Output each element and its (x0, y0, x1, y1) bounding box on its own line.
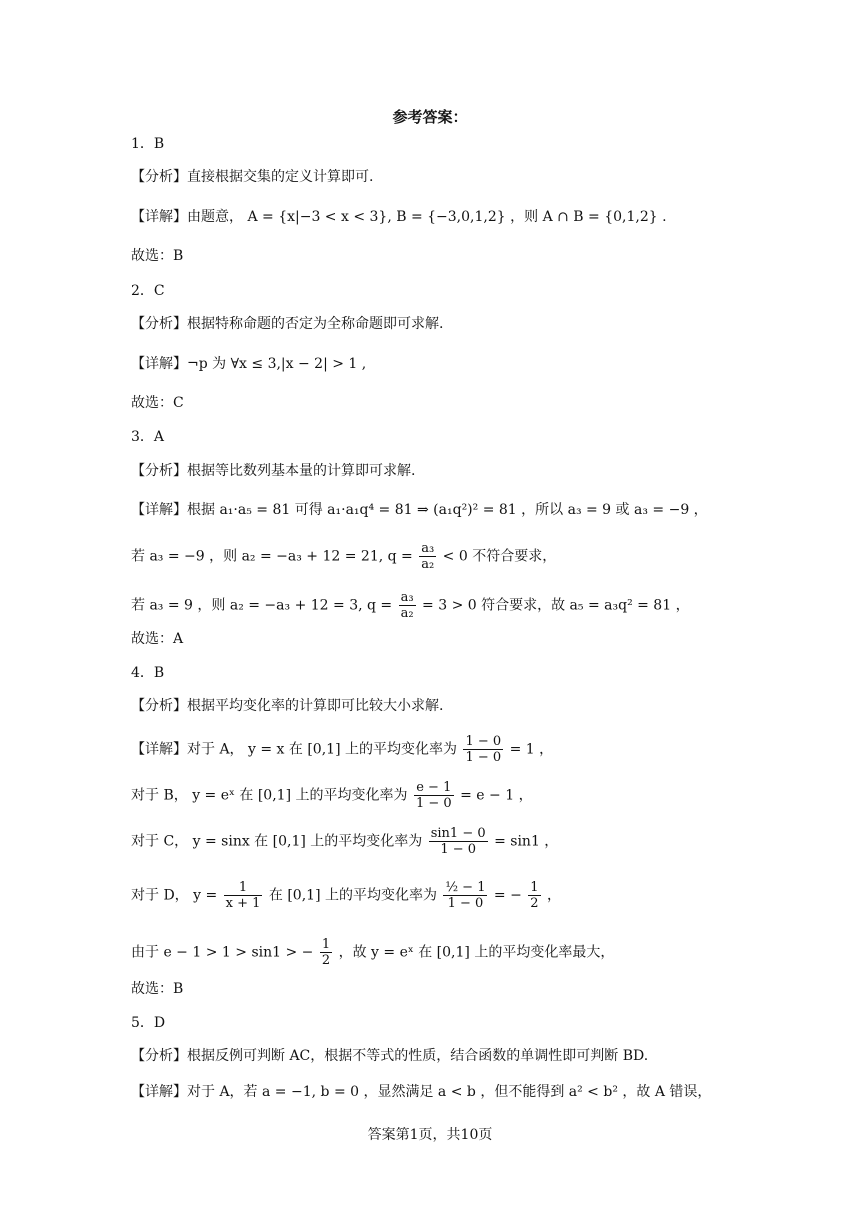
fraction-denominator: 1 − 0 (440, 842, 477, 857)
fraction-denominator: 1 − 0 (447, 896, 484, 911)
fraction-numerator: 1 (321, 937, 331, 952)
fraction-denominator: a₂ (400, 606, 414, 621)
q4-c-fraction (429, 826, 488, 857)
q4-option-b (131, 780, 533, 811)
page-title: 参考答案： (392, 108, 468, 126)
q4-b-fraction (414, 780, 454, 811)
q3-line2-fraction (419, 541, 436, 572)
q3-line2-prefix: 若 a₃ = −9 ，则 a₂ = −a₃ + 12 = 21, q = (131, 548, 413, 565)
q3-number: 3．A (131, 429, 165, 445)
q4-number: 4．B (131, 665, 165, 681)
q4-a-suffix: = 1 ， (509, 741, 554, 758)
q2-analysis: 【分析】根据特称命题的否定为全称命题即可求解. (131, 316, 444, 332)
fraction-denominator: 1 − 0 (415, 796, 452, 811)
fraction-denominator: 2 (530, 896, 539, 911)
q3-analysis: 【分析】根据等比数列基本量的计算即可求解. (131, 463, 416, 479)
q4-d-suffix: ， (547, 887, 562, 904)
q3-answer: 故选：A (131, 631, 184, 647)
q4-b-prefix: 对于 B， y = eˣ 在 [0,1] 上的平均变化率为 (131, 787, 408, 804)
fraction-numerator: 1 − 0 (465, 734, 502, 749)
q5-number: 5．D (131, 1015, 166, 1031)
fraction-numerator: e − 1 (414, 780, 454, 796)
fraction-numerator: 1 (224, 880, 263, 896)
q4-d-middle: 在 [0,1] 上的平均变化率为 (268, 887, 437, 904)
q4-cmp-suffix: ，故 y = eˣ 在 [0,1] 上的平均变化率最大， (338, 944, 615, 961)
q4-c-suffix: = sin1 ， (494, 833, 559, 850)
q1-analysis: 【分析】直接根据交集的定义计算即可. (131, 169, 374, 185)
q3-detail-line1: 【详解】根据 a₁·a₅ = 81 可得 a₁·a₁q⁴ = 81 ⇒ (a₁q²)² = 81 ，所以 a₃ = 9 或 a₃ = −9 ， (131, 502, 708, 518)
fraction-numerator: sin1 − 0 (430, 826, 486, 841)
q3-line3-prefix: 若 a₃ = 9 ，则 a₂ = −a₃ + 12 = 3, q = (131, 597, 393, 614)
fraction-denominator: 2 (321, 953, 331, 968)
q4-analysis: 【分析】根据平均变化率的计算即可比较大小求解. (131, 698, 444, 714)
fraction-numerator: a₃ (400, 590, 414, 605)
q2-detail: 【详解】¬p 为 ∀x ≤ 3,|x − 2| > 1 , (131, 356, 367, 372)
q1-detail: 【详解】由题意， A = {x|−3 < x < 3}, B = {−3,0,1,2} ，则 A ∩ B = {0,1,2} . (131, 209, 667, 225)
q4-d-function-fraction (224, 880, 263, 911)
q1-answer: 故选：B (131, 248, 184, 264)
q4-d-equals: = − (493, 887, 522, 904)
fraction-denominator: x + 1 (225, 896, 261, 911)
q4-option-d (131, 880, 561, 911)
q3-line3-suffix: = 3 > 0 符合要求，故 a₅ = a₃q² = 81 ， (422, 597, 690, 614)
q4-b-suffix: = e − 1 ， (460, 787, 533, 804)
q1-number: 1．B (131, 136, 165, 152)
q3-detail-line3 (131, 590, 690, 621)
q4-a-fraction (463, 734, 503, 765)
q2-answer: 故选：C (131, 395, 184, 411)
q4-cmp-fraction (320, 937, 332, 968)
page-footer: 答案第1页，共10页 (367, 1127, 493, 1143)
fraction-denominator: a₂ (421, 557, 435, 572)
q4-d-result-fraction (528, 880, 540, 911)
q4-option-a (131, 734, 553, 765)
fraction-numerator: 1 (530, 880, 539, 895)
fraction-numerator: a₃ (421, 541, 435, 556)
fraction-denominator: 1 − 0 (465, 750, 502, 765)
q4-d-rate-fraction (443, 880, 487, 911)
q4-option-c (131, 826, 558, 857)
q4-c-prefix: 对于 C， y = sinx 在 [0,1] 上的平均变化率为 (131, 833, 423, 850)
q4-a-prefix: 【详解】对于 A， y = x 在 [0,1] 上的平均变化率为 (131, 741, 457, 758)
q4-cmp-prefix: 由于 e − 1 > 1 > sin1 > − (131, 944, 314, 961)
q3-detail-line2 (131, 541, 556, 572)
fraction-numerator: ½ − 1 (445, 880, 486, 895)
q5-analysis: 【分析】根据反例可判断 AC，根据不等式的性质，结合函数的单调性即可判断 BD. (131, 1048, 649, 1064)
q2-number: 2．C (131, 283, 165, 299)
q3-line2-suffix: < 0 不符合要求， (442, 548, 557, 565)
q4-d-prefix: 对于 D， y = (131, 887, 218, 904)
q3-line3-fraction (399, 590, 416, 621)
q4-comparison (131, 937, 614, 968)
q4-answer: 故选：B (131, 981, 184, 997)
q5-detail: 【详解】对于 A，若 a = −1, b = 0 ，显然满足 a < b ，但不能得到 a² < b² ，故 A 错误， (131, 1084, 712, 1100)
